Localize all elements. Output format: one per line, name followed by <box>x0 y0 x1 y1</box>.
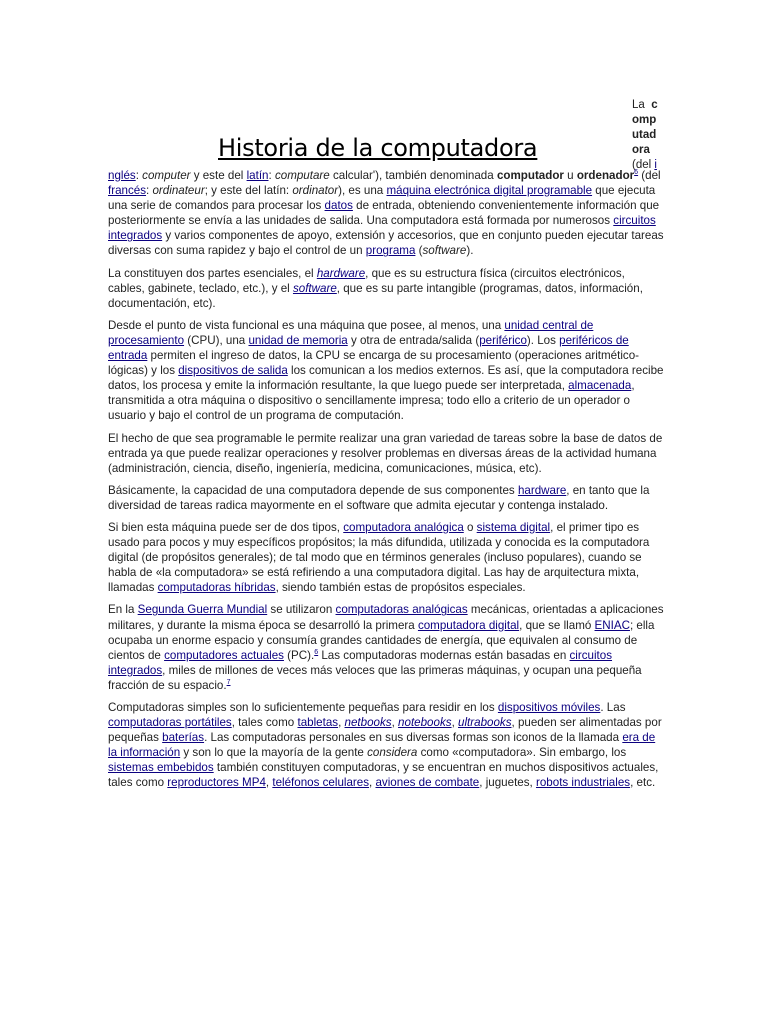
link-eniac[interactable]: ENIAC <box>594 618 630 632</box>
link-programa[interactable]: programa <box>365 244 416 258</box>
paragraph-6: Si bien esta máquina puede ser de dos tipos, computadora analógica o sistema digital, el primer tipo es usado para pocos y muy específicos propósitos; la más difundida, utilizada y conocida es la computadora digital (de propósitos generales); de tal modo que en términos generales (incluso populares), cuando se habla de «la computadora» se está refiriendo a una computadora digital. Las hay de arquitectura mixta, llamadas computadoras híbridas, siendo también estas de propósitos especiales. <box>108 520 650 595</box>
link-circuitos-integrados-2[interactable]: circuitos integrados <box>108 648 613 677</box>
paragraph-5: Básicamente, la capacidad de una computadora depende de sus componentes hardware, en tanto que la diversidad de tareas radica mayormente en el software que admita ejecutar y contenga instalado. <box>108 483 650 512</box>
link-sistema-digital[interactable]: sistema digital <box>476 520 551 534</box>
link-telefonos-celulares[interactable]: teléfonos celulares <box>272 776 370 790</box>
link-computadora-digital[interactable]: computadora digital <box>417 618 520 632</box>
page-title: Historia de la computadora <box>218 134 538 162</box>
link-ultrabooks[interactable]: ultrabooks <box>458 716 512 730</box>
link-maquina-electronica[interactable]: máquina electrónica digital programable <box>386 184 593 198</box>
sidenote-word: c <box>651 99 658 111</box>
link-memoria[interactable]: unidad de memoria <box>248 333 348 347</box>
link-latin[interactable]: latín <box>246 169 269 182</box>
link-baterias[interactable]: baterías <box>162 731 205 745</box>
sidenote <box>632 98 672 173</box>
link-computadoras-analogicas[interactable]: computadoras analógicas <box>335 603 468 617</box>
link-perifericos-entrada[interactable]: periféricos de entrada <box>108 333 629 363</box>
link-ingles[interactable]: nglés <box>108 169 136 182</box>
paragraph-7: En la Segunda Guerra Mundial se utilizaron computadoras analógicas mecánicas, orientadas a aplicaciones militares, y durante la misma época se desarrolló la primera computadora digital, que se llamó ENIAC; ella ocupaba un enorme espacio y consumía grandes cantidades de energía, que equivalen al consumo de cientos de computadores actuales (PC).$^6$ Las computadoras modernas están basadas en circuitos integrados, miles de millones de veces más veloces que las primeras máquinas, y ocupan una pequeña fracción de su espacio.$^7$ <box>108 603 664 692</box>
link-netbooks[interactable]: netbooks <box>344 716 392 730</box>
link-computadoras-hibridas[interactable]: computadoras híbridas <box>157 581 276 595</box>
link-computadoras-portatiles[interactable]: computadoras portátiles <box>108 716 232 730</box>
ref-7[interactable]: 7 <box>226 679 231 687</box>
paragraph-2: La constituyen dos partes esenciales, el hardware, que es su estructura física (circuitos electrónicos, cables, gabinete, teclado, etc.), y el software, que es su parte intangible (programas, datos, información, documentación, etc). <box>108 266 643 310</box>
link-notebooks[interactable]: notebooks <box>398 716 452 730</box>
sidenote-del: (del <box>632 159 652 171</box>
link-circuitos-integrados[interactable]: circuitos integrados <box>108 214 656 243</box>
paragraph-4: El hecho de que sea programable le permite realizar una gran variedad de tareas sobre la base de datos de entrada ya que puede realizar operaciones y resolver problemas en diversas áreas de la actividad humana (administración, ciencia, diseño, ingeniería, medicina, comunicaciones, música, etc). <box>108 431 663 475</box>
ref-6[interactable]: 6 <box>634 169 639 177</box>
link-computadora-analogica[interactable]: computadora analógica <box>343 520 464 534</box>
paragraph-8: Computadoras simples son lo suficientemente pequeñas para residir en los dispositivos móviles. Las computadoras portátiles, tales como tabletas, netbooks, notebooks, ultrabooks, pueden ser alimentadas por pequeñas baterías. Las computadoras personales en sus diversas formas son iconos de la llamada era de la información y son lo que la mayoría de la gente considera como «computadora». Sin embargo, los sistemas embebidos también constituyen computadoras, y se encuentran en muchos dispositivos actuales, tales como reproductores MP4, teléfonos celulares, aviones de combate, juguetes, robots industriales, etc. <box>108 701 662 790</box>
link-reproductores-mp4[interactable]: reproductores MP4 <box>167 776 266 790</box>
sidenote-la: La <box>632 99 645 111</box>
paragraph-3: Desde el punto de vista funcional es una máquina que posee, al menos, una unidad central de procesamiento (CPU), una unidad de memoria y otra de entrada/salida (periférico). Los periféricos de entrada permiten el ingreso de datos, la CPU se encarga de su procesamiento (operaciones aritmético-lógicas) y los dispositivos de salida los comunican a los medios externos. Es así, que la computadora recibe datos, los procesa y emite la información resultante, la que luego puede ser interpretada, almacenada, transmitida a otra máquina o dispositivo o sencillamente impresa; todo ello a criterio de un operador o usuario y bajo el control de un programa de computación. <box>108 318 664 423</box>
link-datos[interactable]: datos <box>324 199 353 213</box>
link-frances[interactable]: francés <box>108 184 147 198</box>
article-body <box>108 168 664 798</box>
ref-6b[interactable]: 6 <box>314 648 319 656</box>
link-sistemas-embebidos[interactable]: sistemas embebidos <box>108 761 214 775</box>
sidenote-line: omp <box>632 114 657 126</box>
link-segunda-guerra[interactable]: Segunda Guerra Mundial <box>137 603 268 617</box>
sidenote-link[interactable]: i <box>654 159 657 171</box>
link-computadores-actuales[interactable]: computadores actuales <box>164 648 284 662</box>
link-tabletas[interactable]: tabletas <box>297 716 339 730</box>
link-era-informacion[interactable]: era de la información <box>108 731 656 760</box>
link-robots-industriales[interactable]: robots industriales <box>535 776 631 790</box>
link-software[interactable]: software <box>292 281 337 295</box>
paragraph-1: nglés: computer y este del latín: computare calcular'), también denominada computador u ordenador$^6$ (del francés: ordinateur; y este del latín: ordinator), es una máquina electrónica digital programable que ejecuta una serie de comandos para procesar los datos de entrada, obteniendo convenientemente información que posteriormente se envía a las unidades de salida. Una computadora está formada por numerosos circuitos integrados y varios componentes de apoyo, extensión y accesorios, que en conjunto pueden ejecutar tareas diversas con suma rapidez y bajo el control de un programa (software). <box>108 169 664 258</box>
link-cpu[interactable]: unidad central de procesamiento <box>108 318 594 347</box>
link-hardware[interactable]: hardware <box>316 266 366 280</box>
link-almacenada[interactable]: almacenada <box>568 379 632 393</box>
link-periferico[interactable]: periférico <box>479 333 527 347</box>
link-dispositivos-salida[interactable]: dispositivos de salida <box>178 364 288 378</box>
link-dispositivos-moviles[interactable]: dispositivos móviles <box>497 701 601 714</box>
link-hardware-2[interactable]: hardware <box>517 483 567 497</box>
sidenote-line: utad <box>632 129 657 141</box>
link-aviones-combate[interactable]: aviones de combate <box>375 776 480 790</box>
sidenote-line: ora <box>632 144 650 156</box>
